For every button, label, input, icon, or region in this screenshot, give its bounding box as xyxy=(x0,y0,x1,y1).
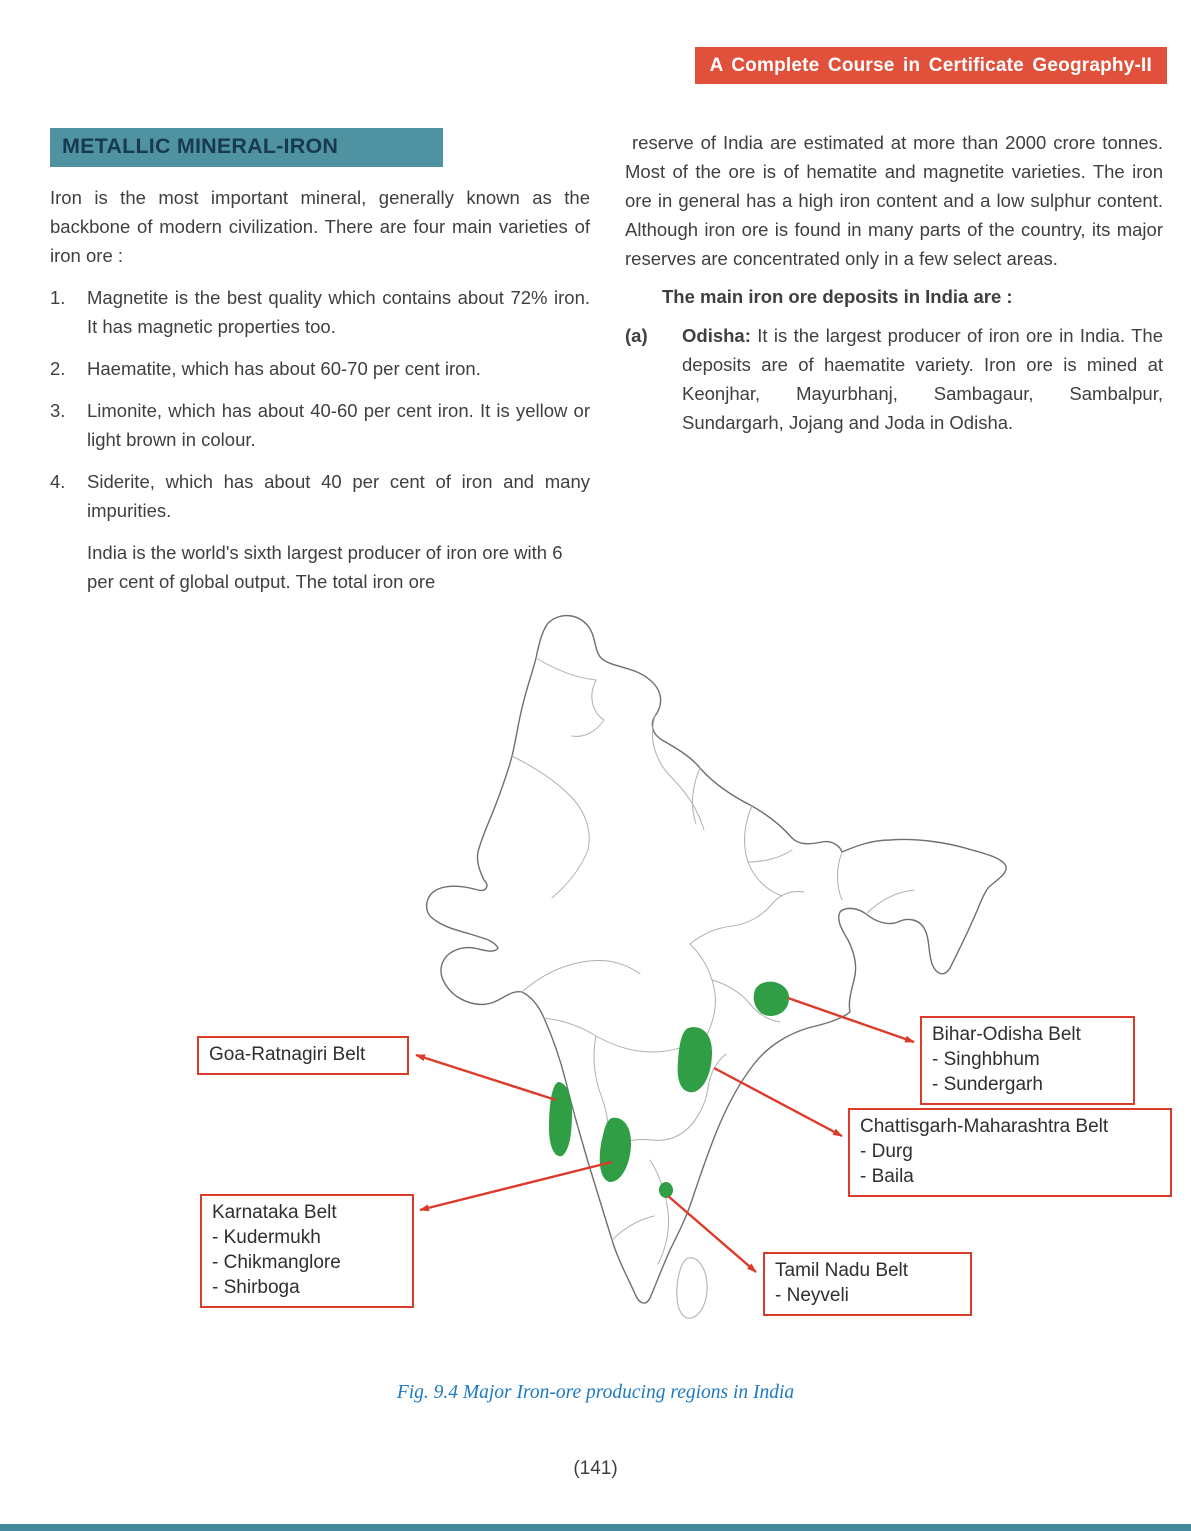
intro-paragraph: Iron is the most important mineral, generally known as the backbone of modern civilization. There are four main varieties of iron ore : xyxy=(50,187,590,267)
closing-paragraph: India is the world's sixth largest producer of iron ore with 6 per cent of global output. The total iron ore xyxy=(87,542,563,593)
list-item-text: Haematite, which has about 60-70 per cent iron. xyxy=(87,358,481,380)
book-title-banner: A Complete Course in Certificate Geography-II xyxy=(695,47,1167,84)
bottom-accent-bar xyxy=(0,1524,1191,1531)
map-label-title: Goa-Ratnagiri Belt xyxy=(209,1044,366,1065)
item-body xyxy=(682,321,1163,437)
list-item-text: Limonite, which has about 40-60 per cent iron. It is yellow or light brown in colour. xyxy=(87,400,590,451)
india-outline xyxy=(427,616,1007,1303)
map-label-item: - Kudermukh xyxy=(212,1227,321,1249)
map-label-tamil-nadu xyxy=(763,1252,972,1316)
iron-region-karnataka xyxy=(600,1118,631,1182)
india-map-svg xyxy=(0,600,1191,1360)
map-label-title: Tamil Nadu Belt xyxy=(775,1260,909,1281)
iron-region-goa-ratnagiri xyxy=(549,1082,572,1156)
map-label-item: - Neyveli xyxy=(775,1285,849,1307)
list-item-text: Siderite, which has about 40 per cent of iron and many impurities. xyxy=(87,471,590,522)
map-label-karnataka xyxy=(200,1194,414,1308)
list-item-number: 2. xyxy=(50,358,66,380)
map-label-title: Karnataka Belt xyxy=(212,1202,337,1223)
list-item xyxy=(50,354,590,383)
deposits-heading: The main iron ore deposits in India are : xyxy=(662,286,1013,308)
reserve-paragraph: reserve of India are estimated at more than 2000 crore tonnes. Most of the ore is of hematite and magnetite varieties. The iron ore in general has a high iron content and a low sulphur content. Although iron ore is found in many parts of the country, its major reserves are concentrated only in a few select areas. xyxy=(625,132,1163,270)
map-label-item: - Singhbhum xyxy=(932,1049,1040,1071)
deposit-item-odisha xyxy=(625,321,1163,437)
map-label-bihar-odisha xyxy=(920,1016,1135,1105)
iron-region-chattisgarh xyxy=(678,1027,712,1092)
list-item xyxy=(50,283,590,341)
iron-ore-varieties-list xyxy=(50,283,590,525)
map-label-item: - Sundergarh xyxy=(932,1074,1043,1096)
list-item-number: 3. xyxy=(50,400,66,422)
list-item-number: 4. xyxy=(50,471,66,493)
item-marker: (a) xyxy=(625,325,648,347)
arrow-karnataka xyxy=(420,1162,612,1210)
arrow-tamil-nadu xyxy=(668,1196,756,1272)
item-lead: Odisha: xyxy=(682,325,751,347)
figure-caption: Fig. 9.4 Major Iron-ore producing regions in India xyxy=(396,1382,795,1403)
map-label-title: Bihar-Odisha Belt xyxy=(932,1024,1081,1045)
india-map-figure xyxy=(0,600,1191,1360)
arrow-chattisgarh xyxy=(714,1068,842,1136)
arrow-bihar-odisha xyxy=(788,998,914,1042)
iron-region-bihar-odisha xyxy=(754,982,789,1016)
arrow-goa-ratnagiri xyxy=(416,1055,556,1100)
right-column xyxy=(625,128,1163,437)
left-column xyxy=(50,128,590,609)
iron-region-tamil-nadu xyxy=(659,1182,673,1198)
item-text: It is the largest producer of iron ore in India. The deposits are of haematite variety. Iron ore is mined at Keonjhar, Mayurbhanj, Sambagaur, Sambalpur, Sundargarh, Jojang and Joda in Odisha. xyxy=(682,325,1164,434)
map-label-title: Chattisgarh-Maharashtra Belt xyxy=(860,1116,1109,1137)
list-item xyxy=(50,467,590,525)
sri-lanka-outline xyxy=(677,1258,707,1319)
map-label-item: - Chikmanglore xyxy=(212,1252,341,1274)
map-label-item: - Durg xyxy=(860,1141,913,1163)
section-title: METALLIC MINERAL-IRON xyxy=(50,128,443,167)
page-number: (141) xyxy=(573,1458,618,1479)
map-label-goa-ratnagiri xyxy=(197,1036,409,1075)
map-label-item: - Shirboga xyxy=(212,1277,300,1299)
map-label-item: - Baila xyxy=(860,1166,914,1188)
map-label-chattisgarh-maharashtra xyxy=(848,1108,1172,1197)
list-item xyxy=(50,396,590,454)
list-item-text: Magnetite is the best quality which contains about 72% iron. It has magnetic properties too. xyxy=(87,287,590,338)
list-item-number: 1. xyxy=(50,287,66,309)
